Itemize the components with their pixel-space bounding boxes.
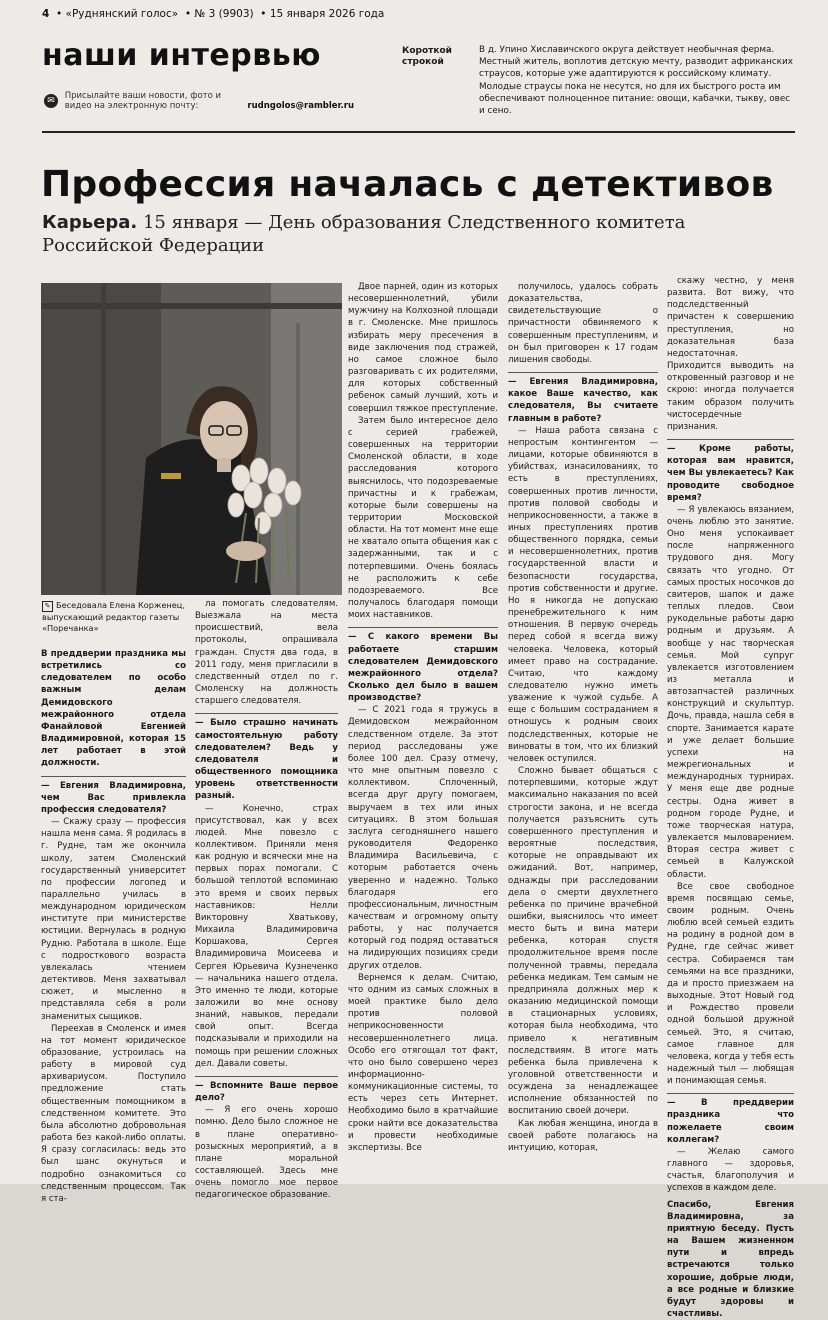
article-paragraph: — Конечно, страх присутствовал, как у всех людей. Мне повезло с коллективом. Приняли меня как родную и всячески мне на первых порах помогали. С большой теплотой вспоминаю это время и своих первых наставников: Нелли Викторовну Хватькову, Михаила Владимировича Коршакова, Сергея Владимировича Моисеева и Сергея Юрьевича Кузнеченко — начальника нашего отдела. Это именно те люди, которые заложили во мне основу знаний, навыков, передали свой опыт. Всегда подсказывали и приходили на помощь при решении сложных дел. Давали советы. bbox=[195, 803, 338, 1069]
photo-caption: ✎ Беседовала Елена Корженец, выпускающий редактор газеты «Поречанка» bbox=[42, 600, 185, 633]
article-paragraph: — Наша работа связана с непростым контингентом — лицами, которые обвиняются в убийствах, изнасилованиях, то есть в преступлениях, совершенных против личности, против половой свободы и неприкосновенности, а также в иных преступлениях против общественного порядка, семьи и несовершеннолетних, против государственной власти и безопасности государства, против собственности и другие. Но я никогда не допускаю пренебрежительного к ним отношения. В первую очередь перед собой я всегда вижу человека. Человека, который имеет право на сострадание. Считаю, что каждому следователю нужно иметь уважение к чужой судьбе. А еще с большим состраданием я отношусь к родным своих подследственных, которые не виноваты в том, что их близкий человек оступился. bbox=[508, 425, 658, 764]
interview-question: — С какого времени Вы работаете старшим следователем Демидовского межрайонного отдела? Сколько дел было в вашем производстве? bbox=[348, 632, 498, 704]
issue-number: № 3 (9903) bbox=[194, 8, 254, 20]
article-paragraph: Переехав в Смоленск и имея на тот момент юридическое образование, устроилась на работу в мировой суд архивариусом. Поступило предложение стать общественным помощником в следственном комитете. Это была абсолютно добровольная работа без какой-либо оплаты. Я сразу согласилась: ведь это был шанс окунуться и подробно ознакомиться со следственным процессом. Так я ста- bbox=[41, 1023, 186, 1204]
portrait-photo bbox=[41, 283, 342, 595]
article-paragraph: — Желаю самого главного — здоровья, счастья, благополучия и успехов в каждом деле. bbox=[667, 1146, 794, 1194]
interview-question: — Вспомните Ваше первое дело? bbox=[195, 1080, 338, 1104]
question-separator bbox=[41, 776, 186, 777]
paper-name: «Руднянский голос» bbox=[65, 8, 179, 20]
interview-question: — Евгения Владимировна, какое Ваше качество, как следователя, Вы считаете главным в работе? bbox=[508, 377, 658, 424]
article-column-1 bbox=[41, 648, 186, 1205]
question-separator bbox=[348, 627, 498, 628]
article-paragraph: — Я его очень хорошо помню. Дело было сложное не в плане оперативно-розыскных мероприятий, а в плане моральной составляющей. Здесь мне очень помогло мое первое педагогическое образование. bbox=[195, 1105, 338, 1201]
article-paragraph: Как любая женщина, иногда в своей работе полагаюсь на интуицию, которая, bbox=[508, 1118, 658, 1153]
article-paragraph: Затем было интересное дело с серией грабежей, совершенных на территории Смоленской области, в ходе расследования которого выяснилось, что подозреваемые причастны и к грабежам, которые были совершены на территории Московской области. На тот момент мне еще не хватало опыта общения как с задержанными, так и с потерпевшими. Очень боялась не расположить к себе подозреваемого. Все получалось благодаря помощи моих наставников. bbox=[348, 415, 498, 621]
interview-question: — Было страшно начинать самостоятельную работу следователем? Ведь у следователя и общественного помощника уровень ответственности разный. bbox=[195, 718, 338, 802]
section-title: наши интервью bbox=[42, 38, 321, 73]
issue-date: 15 января 2026 года bbox=[269, 8, 385, 20]
article-lead: В преддверии праздника мы встретились со следователем по особо важным делам Демидовского межрайонного отдела Фанайловой Евгенией Владимировной, которая 15 лет работает в этой должности. bbox=[41, 649, 186, 769]
interview-question: — Евгения Владимировна, чем Вас привлекла профессия следователя? bbox=[41, 780, 186, 815]
article-headline: Профессия началась с детективов bbox=[41, 164, 774, 205]
mail-prompt-text: Присылайте ваши новости, фото и видео на электронную почту: bbox=[64, 91, 222, 111]
article-paragraph: Все свое свободное время посвящаю семье, своим родным. Очень люблю всей семьей ездить на родину в родной дом в Рудне, где сейчас живет сестра. Собираемся там семьями на все праздники, да и просто приезжаем на выходные. Этот Новый год и Рождество провели одной большой дружной семьей. Это, я считаю, самое главное для человека, когда у тебя есть надежный тыл — любящая и понимающая семья. bbox=[667, 881, 794, 1087]
short-news-text: В д. Упино Хиславичского округа действует необычная ферма. Местный житель, воплотив детскую мечту, разводит африканских страусов, которые уже адаптируются к российскому климату. Молодые страусы пока не несутся, но для их быстрого роста им обеспечивают полноценное питание: овощи, кабачки, тыкву, овес и сено. bbox=[479, 45, 793, 117]
article-subhead bbox=[42, 211, 782, 257]
question-separator bbox=[195, 1076, 338, 1077]
article-column-3 bbox=[348, 281, 498, 1154]
article-paragraph: Сложно бывает общаться с потерпевшими, которые ждут максимально наказания по всей строгости закона, и не всегда получается разъяснить суть совершенного преступления и вероятные последствия, которые не оправдывают их ожиданий. Вот, например, однажды при расследовании дела о смерти двухлетнего ребенка по причине врачебной ошибки, выяснилось что имеет место быть и вина матери ребенка, которая спустя продолжительное время после полученной травмы, передала ребенка медикам. Тем самым не предприняла должных мер к оказанию медицинской помощи в стационарных условиях, которая была необходима, что привело к негативным последствиям. В итоге мать ребенка была привлечена к уголовной ответственности и осуждена за ненадлежащее исполнение обязанностей по воспитанию своей дочери. bbox=[508, 766, 658, 1117]
question-separator bbox=[508, 372, 658, 373]
question-separator bbox=[667, 439, 794, 440]
question-separator bbox=[195, 713, 338, 714]
article-paragraph: — С 2021 года я тружусь в Демидовском межрайонном следственном отделе. За этот период расследованы уже более 100 дел. Сразу отмечу, что мне опытным повезло с коллективом. Сплоченный, всегда друг другу помогаем, выручаем в тех или иных ситуациях. В этом большая заслуга сегодняшнего нашего руководителя Федоренко Владимира Васильевича, с которым работается очень уверенно и надежно. Только благодаря его профессиональным, личностным качествам и огромному опыту работы, у нас получается который год подряд оставаться на лидирующих позициях среди других отделов. bbox=[348, 705, 498, 971]
article-column-5 bbox=[667, 275, 794, 1320]
portrait-illustration bbox=[41, 283, 342, 595]
page-header: 4 • «Руднянский голос» • № 3 (9903) • 15 января 2026 года bbox=[42, 8, 385, 20]
mail-prompt bbox=[44, 91, 354, 111]
pen-icon: ✎ bbox=[42, 601, 53, 612]
article-paragraph: получилось, удалось собрать доказательства, свидетельствующие о причастности обвиняемого к совершенным преступлениям, и он был приговорен к 17 годам лишения свободы. bbox=[508, 282, 658, 365]
article-column-4 bbox=[508, 281, 658, 1154]
question-separator bbox=[667, 1093, 794, 1094]
article-paragraph: ла помогать следователям. Выезжала на места происшествий, вела протоколы, опрашивала граждан. Спустя два года, в 2011 году, меня пригласили в следственный отдел по г. Смоленску на должность старшего следователя. bbox=[195, 599, 338, 707]
article-paragraph: — Скажу сразу — профессия нашла меня сама. Я родилась в г. Рудне, там же окончила школу, затем Смоленский государственный университет по профессии логопед и параллельно училась в международном юридическом институте при министерстве юстиции. Вернулась в родную Рудню. Работала в школе. Еще с подросткового возраста увлекалась чтением детективов. Меня захватывал сюжет, и мысленно я представляла себя в роли знаменитых сыщиков. bbox=[41, 817, 186, 1022]
envelope-icon: ✉ bbox=[44, 94, 58, 108]
article-subhead-text: 15 января — День образования Следственного комитета Российской Федерации bbox=[42, 212, 686, 256]
mail-email[interactable]: rudngolos@rambler.ru bbox=[247, 101, 355, 111]
interview-question: — В преддверии праздника что пожелаете своим коллегам? bbox=[667, 1098, 794, 1145]
closing-note: Спасибо, Евгения Владимировна, за приятную беседу. Пусть на Вашем жизненном пути и впредь встречаются только хорошие, добрые люди, а все родные и близкие будут здоровы и счастливы. bbox=[667, 1199, 794, 1319]
interview-question: — Кроме работы, которая вам нравится, чем Вы увлекаетесь? Как проводите свободное время? bbox=[667, 444, 794, 503]
article-paragraph: Вернемся к делам. Считаю, что одним из самых сложных в моей практике было дело против половой неприкосновенности несовершеннолетнего лица. Особо его отягощал тот факт, что оно было совершено через информационно-коммуникационные системы, то есть через сеть Интернет. Необходимо было в кратчайшие сроки найти все доказательства и провести необходимые экспертизы. Все bbox=[348, 972, 498, 1153]
article-kicker: Карьера. bbox=[42, 212, 138, 233]
page-number: 4 bbox=[42, 8, 50, 20]
article-paragraph: скажу честно, у меня развита. Вот вижу, что подследственный причастен к совершению преступления, но доказательная база недостаточная. Приходится выводить на откровенный разговор и не скрою: иногда получается таким образом получить чистосердечные признания. bbox=[667, 276, 794, 432]
short-news-label: Короткой строкой bbox=[402, 46, 452, 67]
article-paragraph: — Я увлекаюсь вязанием, очень люблю это занятие. Оно меня успокаивает после напряженного трудового дня. Могу связать что угодно. От самых простых носочков до свитеров, шапок и даже теплых пледов. Свои рукодельные работы дарю родным и друзьям. А вообще у нас творческая семья. Мой супруг увлекается изготовлением из металла и автозапчастей различных конструкций и скульптур. Дочь, правда, нашла себя в спорте. Занимается карате и уже делает большие успехи на межрегиональных и международных турнирах. У меня еще две родные сестры. Одна живет в родном городе Рудне, и тоже творческая натура, увлекается мыловарением. Вторая сестра живет с семьей в Калужской области. bbox=[667, 504, 794, 880]
article-column-2 bbox=[195, 598, 338, 1202]
article-paragraph: Двое парней, один из которых несовершеннолетний, убили мужчину на Колхозной площади в г. Смоленске. Мне пришлось избирать меру пресечения в виде заключения под стражей, но самое сложное было разговаривать с их родителями, для которых собственный ребенок самый лучший, хоть и совершил тяжкое преступление. bbox=[348, 282, 498, 414]
header-rule bbox=[42, 131, 795, 133]
